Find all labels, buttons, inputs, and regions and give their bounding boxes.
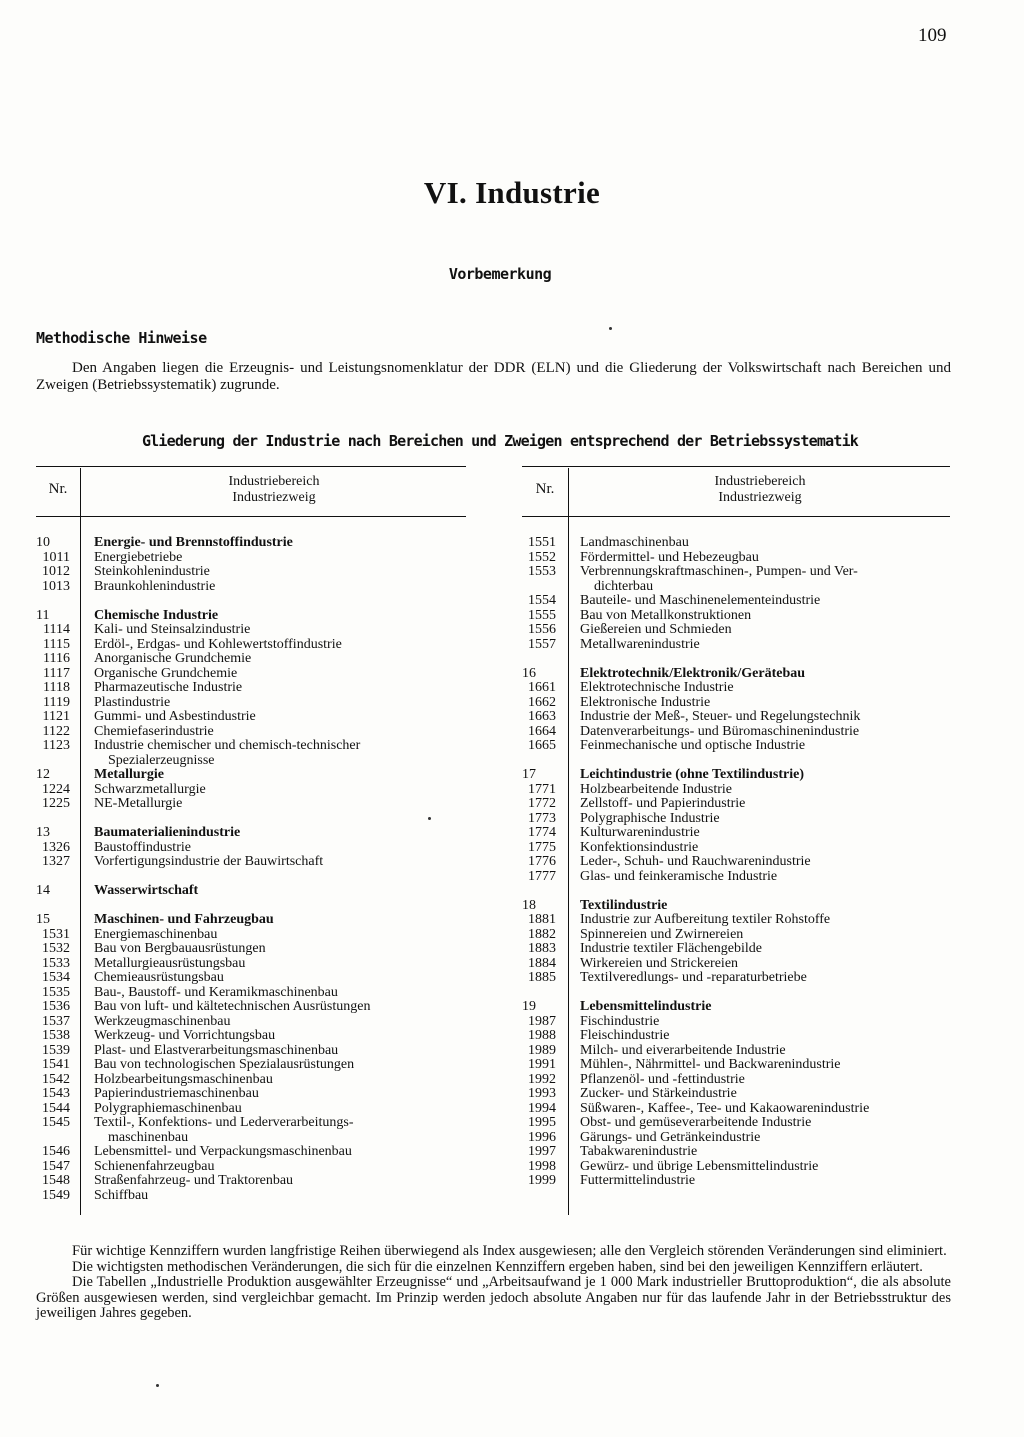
row-label: Fischindustrie: [580, 1013, 660, 1029]
row-number: 1995: [528, 1115, 556, 1130]
row-number: 1544: [42, 1100, 70, 1116]
table-row: [522, 696, 950, 711]
table-row: [36, 710, 466, 725]
table-row: [36, 725, 466, 740]
row-number: 1777: [528, 868, 556, 884]
row-number: 12: [36, 767, 50, 782]
row-heading-label: Metallurgie: [94, 767, 164, 782]
row-number: 1662: [528, 694, 556, 710]
header-industry-left: [82, 474, 466, 506]
row-number: 10: [36, 535, 50, 550]
table-row: [36, 652, 466, 667]
row-label: Energiemaschinenbau: [94, 926, 218, 942]
row-label: Lebensmittel- und Verpackungsmaschinenbau: [94, 1144, 352, 1159]
table-row: [36, 1131, 466, 1146]
table-row: [522, 594, 950, 609]
section-heading: Methodische Hinweise: [36, 329, 207, 347]
header-industry-right: [570, 474, 950, 506]
row-number: 1661: [528, 680, 556, 695]
table-row: [522, 1015, 950, 1030]
header-rule-right: [522, 516, 950, 517]
row-number: 1117: [43, 665, 70, 681]
table-row: [36, 1044, 466, 1059]
row-number: 1548: [42, 1173, 70, 1188]
row-label: Süßwaren-, Kaffee-, Tee- und Kakaowarenindustrie: [580, 1100, 870, 1116]
row-label: Organische Grundchemie: [94, 665, 238, 681]
row-number: 1537: [42, 1013, 70, 1029]
table-row: [36, 1073, 466, 1088]
table-row: [522, 783, 950, 798]
row-number: 1991: [528, 1057, 556, 1072]
row-label: Bau-, Baustoff- und Keramikmaschinenbau: [94, 984, 338, 1000]
table-row: [522, 623, 950, 638]
row-label: Kali- und Steinsalzindustrie: [94, 622, 251, 637]
table-row: [522, 870, 950, 885]
row-label: Bau von Metallkonstruktionen: [580, 607, 752, 623]
table-row: [36, 696, 466, 711]
table-row: [522, 1102, 950, 1117]
row-number: 1541: [42, 1057, 70, 1072]
row-number: 1772: [528, 796, 556, 811]
table-row: [522, 1145, 950, 1160]
row-number: 1775: [528, 839, 556, 855]
row-number: 1881: [528, 912, 556, 927]
row-label: Zucker- und Stärkeindustrie: [580, 1086, 737, 1101]
row-label: Polygraphiemaschinenbau: [94, 1100, 242, 1116]
row-number: 1538: [42, 1028, 70, 1043]
row-heading-label: Chemische Industrie: [94, 607, 219, 623]
header-rule-left: [36, 516, 466, 517]
row-label: Leder-, Schuh- und Rauchwarenindustrie: [580, 854, 811, 869]
table-row: [522, 565, 950, 580]
row-label: Elektrotechnische Industrie: [580, 680, 734, 695]
row-heading-label: Textilindustrie: [580, 897, 668, 913]
row-label: Landmaschinenbau: [580, 535, 689, 550]
row-label: Bauteile- und Maschinenelementeindustrie: [580, 593, 821, 608]
row-number: 1123: [42, 738, 70, 753]
row-number: 1013: [42, 578, 70, 594]
row-number: 1326: [42, 839, 70, 855]
table-row: [522, 855, 950, 870]
table-row: [36, 826, 466, 841]
row-heading-label: Maschinen- und Fahrzeugbau: [94, 912, 274, 927]
row-heading-label: Baumaterialienindustrie: [94, 825, 241, 840]
row-label: Holzbearbeitungsmaschinenbau: [94, 1071, 273, 1087]
table-row: [36, 551, 466, 566]
print-speck: [428, 817, 431, 820]
row-label: Industrie der Meß-, Steuer- und Regelungstechnik: [580, 709, 861, 724]
row-number: 1989: [528, 1042, 556, 1058]
row-label: Tabakwarenindustrie: [580, 1144, 698, 1159]
table-row: [522, 739, 950, 754]
row-label: Werkzeugmaschinenbau: [94, 1013, 231, 1029]
row-number: 1992: [528, 1071, 556, 1087]
table-row: [36, 623, 466, 638]
table-row: [36, 1174, 466, 1189]
row-number: 1993: [528, 1086, 556, 1101]
row-label: Gießereien und Schmieden: [580, 622, 732, 637]
header-line-zweig: Industriezweig: [232, 490, 316, 505]
table-row: [36, 971, 466, 986]
row-label: Textil-, Konfektions- und Lederverarbeitungs-: [94, 1115, 354, 1130]
table-row: [522, 1029, 950, 1044]
table-row: [522, 899, 950, 914]
table-row: [36, 1116, 466, 1131]
row-label: Vorfertigungsindustrie der Bauwirtschaft: [94, 854, 324, 869]
row-label: Zellstoff- und Papierindustrie: [580, 796, 746, 811]
row-label: Erdöl-, Erdgas- und Kohlewertstoffindustrie: [94, 636, 342, 652]
row-heading-label: Wasserwirtschaft: [94, 883, 199, 898]
row-number: 1999: [528, 1173, 556, 1188]
row-number: 1531: [42, 926, 70, 942]
table-row: [36, 913, 466, 928]
table-row: [522, 1058, 950, 1073]
row-label: Mühlen-, Nährmittel- und Backwarenindustrie: [580, 1057, 841, 1072]
print-speck: [609, 327, 612, 330]
row-label: Bau von Bergbauausrüstungen: [94, 941, 266, 956]
table-row: [36, 1058, 466, 1073]
header-line-bereich: Industriebereich: [228, 474, 320, 489]
row-number: 1118: [43, 680, 70, 695]
row-label: Konfektionsindustrie: [580, 839, 699, 855]
table-row: [522, 1044, 950, 1059]
row-number: 1776: [528, 854, 556, 869]
header-nr-right: Nr.: [535, 481, 555, 497]
table-row: [522, 1160, 950, 1175]
table-row: [36, 638, 466, 653]
table-row: [522, 957, 950, 972]
table-row: [522, 841, 950, 856]
row-number: 1012: [42, 564, 70, 579]
row-label: Energiebetriebe: [94, 549, 183, 565]
row-number: 1546: [42, 1144, 70, 1159]
row-number: 1547: [42, 1158, 70, 1174]
row-label: Pflanzenöl- und -fettindustrie: [580, 1071, 745, 1087]
row-number: 13: [36, 825, 50, 840]
table-row: [522, 1174, 950, 1189]
chapter-title: VI. Industrie: [423, 175, 601, 210]
row-number: 1553: [528, 564, 556, 579]
row-number: 1664: [528, 723, 556, 739]
row-number: 1224: [42, 781, 70, 797]
row-label: Industrie textiler Flächengebilde: [580, 941, 762, 956]
footer-notes: [36, 1244, 951, 1322]
table-top-rule-left: [36, 466, 466, 467]
row-label: Metallwarenindustrie: [580, 636, 700, 652]
row-number: 1665: [528, 738, 556, 753]
row-label: Verbrennungskraftmaschinen-, Pumpen- und Ver-: [580, 564, 858, 579]
row-label: Gewürz- und übrige Lebensmittelindustrie: [580, 1158, 819, 1174]
row-number: 1532: [42, 941, 70, 956]
row-number: 1119: [43, 694, 70, 710]
table-row: [36, 1145, 466, 1160]
table-row: [36, 1000, 466, 1015]
row-number: 1122: [42, 723, 70, 739]
row-label: Spezialerzeugnisse: [108, 752, 215, 768]
row-number: 14: [36, 883, 50, 898]
row-heading-label: Elektrotechnik/Elektronik/Gerätebau: [580, 665, 806, 681]
table-column-right: [522, 536, 950, 1189]
row-label: Fleischindustrie: [580, 1028, 670, 1043]
table-row: [36, 667, 466, 682]
row-label: Chemieausrüstungsbau: [94, 970, 224, 985]
table-row: [522, 580, 950, 595]
row-label: Fördermittel- und Hebezeugbau: [580, 549, 759, 565]
table-row: [522, 812, 950, 827]
table-column-left: [36, 536, 466, 1203]
row-label: Braunkohlenindustrie: [94, 578, 216, 594]
row-label: Gummi- und Asbestindustrie: [94, 709, 256, 724]
row-label: Chemiefaserindustrie: [94, 723, 214, 739]
table-row: [522, 609, 950, 624]
table-row: [522, 942, 950, 957]
table-row: [522, 725, 950, 740]
table-row: [36, 957, 466, 972]
row-number: 1554: [528, 593, 556, 608]
row-label: Kulturwarenindustrie: [580, 825, 700, 840]
row-label: Industrie chemischer und chemisch-technischer: [94, 738, 361, 753]
row-label: dichterbau: [594, 578, 654, 594]
row-label: Wirkereien und Strickereien: [580, 955, 739, 971]
row-label: Obst- und gemüseverarbeitende Industrie: [580, 1115, 812, 1130]
row-label: Holzbearbeitende Industrie: [580, 781, 732, 797]
row-label: Bau von luft- und kältetechnischen Ausrüstungen: [94, 999, 371, 1014]
row-number: 1883: [528, 941, 556, 956]
table-row: [522, 536, 950, 551]
row-label: Textilveredlungs- und -reparaturbetriebe: [580, 970, 807, 985]
row-number: 1988: [528, 1028, 556, 1043]
table-row: [522, 551, 950, 566]
table-row: [36, 1102, 466, 1117]
row-label: Bau von technologischen Spezialausrüstungen: [94, 1057, 355, 1072]
intro-paragraph: Den Angaben liegen die Erzeugnis- und Leistungsnomenklatur der DDR (ELN) und die Gliederung der Volkswirtschaft nach Bereichen und Zweigen (Betriebssystematik) zugrunde.: [36, 360, 951, 393]
row-number: 1535: [42, 984, 70, 1000]
table-row: [36, 1189, 466, 1204]
row-label: Plast- und Elastverarbeitungsmaschinenbau: [94, 1042, 339, 1058]
row-label: Plastindustrie: [94, 694, 171, 710]
row-label: Elektronische Industrie: [580, 694, 711, 710]
row-number: 1987: [528, 1013, 556, 1029]
table-row: [36, 942, 466, 957]
row-number: 1551: [528, 535, 556, 550]
row-label: Gärungs- und Getränkeindustrie: [580, 1129, 761, 1145]
table-top-rule-right: [522, 466, 950, 467]
footer-paragraph: Die Tabellen „Industrielle Produktion ausgewählter Erzeugnisse“ und „Arbeitsaufwand je 1 000 Mark industrieller Bruttoproduktion“, die als absolute Größen ausgewiesen werden, sind vergleichbar gemacht. Im Prinzip werden jedoch absolute Angaben nur für das laufende Jahr in der Betriebsstruktur des jeweiligen Jahres gegeben.: [36, 1274, 951, 1321]
table-row: [36, 797, 466, 812]
row-number: 1884: [528, 955, 556, 971]
row-label: Baustoffindustrie: [94, 839, 191, 855]
row-number: 15: [36, 912, 50, 927]
table-row: [36, 884, 466, 899]
row-number: 1882: [528, 926, 556, 942]
table-row: [36, 986, 466, 1001]
row-label: Steinkohlenindustrie: [94, 564, 210, 579]
footer-paragraph: Für wichtige Kennziffern wurden langfristige Reihen überwiegend als Index ausgewiesen; alle den Vergleich störenden Veränderungen sind eliminiert.: [72, 1243, 947, 1259]
row-number: 1998: [528, 1158, 556, 1174]
row-number: 18: [522, 897, 536, 913]
table-row: [522, 681, 950, 696]
row-heading-label: Lebensmittelindustrie: [580, 999, 712, 1014]
row-label: Werkzeug- und Vorrichtungsbau: [94, 1028, 276, 1043]
row-label: Pharmazeutische Industrie: [94, 680, 243, 695]
page-number: 109: [918, 25, 947, 46]
row-label: Milch- und eiverarbeitende Industrie: [580, 1042, 786, 1058]
row-number: 1994: [528, 1100, 556, 1116]
row-label: Spinnereien und Zwirnereien: [580, 926, 744, 942]
row-number: 1885: [528, 970, 556, 985]
table-row: [36, 1015, 466, 1030]
row-label: Schiffbau: [94, 1187, 149, 1203]
table-row: [522, 1116, 950, 1131]
row-number: 1543: [42, 1086, 70, 1101]
table-row: [36, 768, 466, 783]
row-label: NE-Metallurgie: [94, 796, 183, 811]
row-number: 1771: [528, 781, 556, 797]
row-number: 1774: [528, 825, 556, 840]
row-number: 11: [36, 607, 50, 623]
row-heading-label: Energie- und Brennstoffindustrie: [94, 535, 293, 550]
table-row: [36, 609, 466, 624]
row-label: Schienenfahrzeugbau: [94, 1158, 215, 1174]
subtitle: Vorbemerkung: [448, 265, 552, 283]
row-number: 1327: [42, 854, 70, 869]
table-row: [522, 913, 950, 928]
row-number: 1115: [43, 636, 70, 652]
row-number: 1114: [43, 622, 70, 637]
row-number: 1555: [528, 607, 556, 623]
table-row: [36, 739, 466, 754]
table-row: [522, 1000, 950, 1015]
header-nr-left: Nr.: [48, 481, 68, 497]
table-row: [522, 768, 950, 783]
row-label: Feinmechanische und optische Industrie: [580, 738, 806, 753]
row-number: 1556: [528, 622, 556, 637]
row-number: 1225: [42, 796, 70, 811]
row-label: Datenverarbeitungs- und Büromaschinenindustrie: [580, 723, 860, 739]
row-number: 1557: [528, 636, 556, 652]
table-row: [36, 1029, 466, 1044]
row-number: 1663: [528, 709, 556, 724]
row-number: 1773: [528, 810, 556, 826]
header-line-zweig: Industriezweig: [718, 490, 802, 505]
row-number: 1539: [42, 1042, 70, 1058]
table-row: [36, 536, 466, 551]
table-title: Gliederung der Industrie nach Bereichen und Zweigen entsprechend der Betriebssystematik: [141, 432, 859, 450]
table-row: [522, 667, 950, 682]
table-row: [522, 1087, 950, 1102]
table-row: [36, 1160, 466, 1175]
table-row: [36, 928, 466, 943]
table-row: [522, 638, 950, 653]
row-number: 16: [522, 665, 536, 681]
table-row: [522, 1073, 950, 1088]
table-row: [522, 1131, 950, 1146]
row-label: Futtermittelindustrie: [580, 1173, 696, 1188]
table-row: [36, 580, 466, 595]
table-row: [36, 754, 466, 769]
row-label: Polygraphische Industrie: [580, 810, 720, 826]
row-label: Glas- und feinkeramische Industrie: [580, 868, 778, 884]
table-row: [522, 797, 950, 812]
table-row: [36, 841, 466, 856]
table-row: [522, 826, 950, 841]
row-number: 1549: [42, 1187, 70, 1203]
table-row: [36, 681, 466, 696]
table-row: [522, 971, 950, 986]
footer-paragraph: Die wichtigsten methodischen Veränderungen, die sich für die einzelnen Kennziffern ergeben haben, sind bei den jeweiligen Kennziffern erläutert.: [72, 1258, 923, 1275]
row-number: 1996: [528, 1129, 556, 1145]
row-number: 1997: [528, 1144, 556, 1159]
row-number: 1545: [42, 1115, 70, 1130]
table-row: [36, 565, 466, 580]
row-number: 1542: [42, 1071, 70, 1087]
row-number: 19: [522, 999, 536, 1014]
table-row: [522, 928, 950, 943]
row-label: Metallurgieausrüstungsbau: [94, 955, 246, 971]
row-number: 1011: [42, 549, 70, 565]
row-number: 1536: [42, 999, 70, 1014]
row-number: 17: [522, 767, 536, 782]
table-row: [36, 783, 466, 798]
row-label: Papierindustriemaschinenbau: [94, 1086, 259, 1101]
table-row: [36, 855, 466, 870]
row-label: Straßenfahrzeug- und Traktorenbau: [94, 1173, 294, 1188]
header-line-bereich: Industriebereich: [714, 474, 806, 489]
row-label: Schwarzmetallurgie: [94, 781, 206, 797]
row-heading-label: Leichtindustrie (ohne Textilindustrie): [580, 767, 805, 782]
row-number: 1116: [43, 651, 70, 666]
table-row: [36, 1087, 466, 1102]
row-number: 1552: [528, 549, 556, 565]
row-label: Industrie zur Aufbereitung textiler Rohstoffe: [580, 912, 831, 927]
row-label: Anorganische Grundchemie: [94, 651, 252, 666]
row-label: maschinenbau: [108, 1129, 189, 1145]
row-number: 1121: [42, 709, 70, 724]
row-number: 1533: [42, 955, 70, 971]
row-number: 1534: [42, 970, 70, 985]
print-speck: [156, 1384, 159, 1387]
table-row: [522, 710, 950, 725]
